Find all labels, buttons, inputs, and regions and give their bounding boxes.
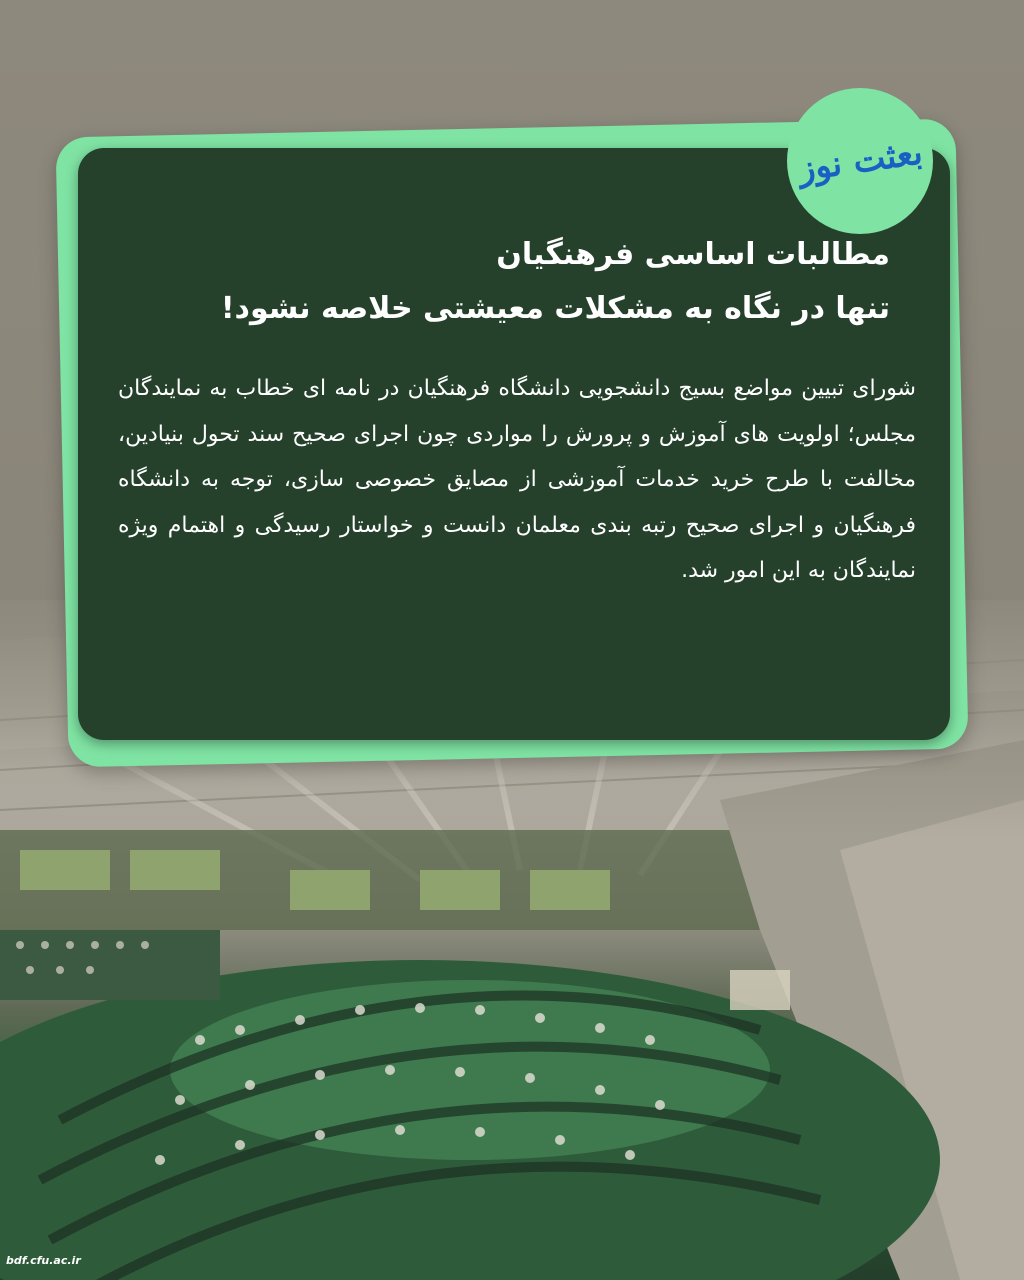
headline-line-1: مطالبات اساسی فرهنگیان (496, 237, 890, 272)
headline (110, 228, 890, 336)
logo (787, 88, 933, 234)
logo-text: بعثت نوز (795, 132, 925, 190)
watermark: bdf.cfu.ac.ir (6, 1254, 81, 1267)
body-paragraph: شورای تبیین مواضع بسیج دانشجویی دانشگاه فرهنگیان در نامه ای خطاب به نمایندگان مجلس؛ اولویت های آموزش و پرورش را مواردی چون اجرای صحیح سند تحول بنیادین، مخالفت با طرح خرید خدمات آموزشی از مصایق خصوصی سازی، توجه به دانشگاه فرهنگیان و اجرای صحیح رتبه بندی معلمان دانست و خواستار رسیدگی و اهتمام ویژه نمایندگان به این امور شد. (118, 376, 916, 583)
headline-line-2: تنها در نگاه به مشکلات معیشتی خلاصه نشود! (220, 291, 890, 326)
